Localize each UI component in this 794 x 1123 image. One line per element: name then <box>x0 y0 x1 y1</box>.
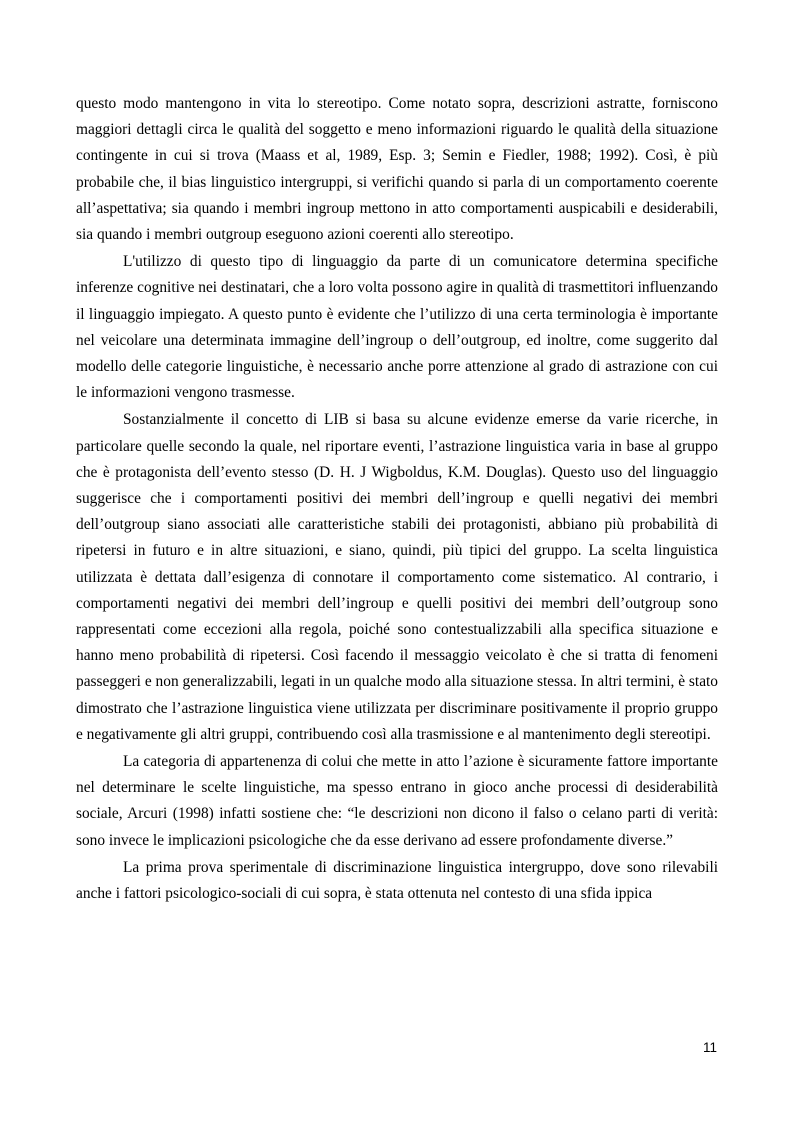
document-body <box>76 91 718 907</box>
paragraph-first-evidence: La prima prova sperimentale di discriminazione linguistica intergruppo, dove sono rilevabili anche i fattori psicologico-sociali di cui sopra, è stata ottenuta nel contesto di una sfida ippica <box>76 858 718 903</box>
paragraph-continuation: questo modo mantengono in vita lo stereotipo. Come notato sopra, descrizioni astratte, forniscono maggiori dettagli circa le qualità del soggetto e meno informazioni riguardo le qualità della situazione contingente in cui si trova (Maass et al, 1989, Esp. 3; Semin e Fiedler, 1988; 1992). Così, è più probabile che, il bias linguistico intergruppi, si verifichi quando si parla di un comportamento coerente all’aspettativa; sia quando i membri ingroup mettono in atto comportamenti auspicabili e desiderabili, sia quando i membri outgroup eseguono azioni coerenti allo stereotipo. <box>76 95 718 244</box>
paragraph-social-desirability: La categoria di appartenenza di colui che mette in atto l’azione è sicuramente fattore importante nel determinare le scelte linguistiche, ma spesso entrano in gioco anche processi di desiderabilità sociale, Arcuri (1998) infatti sostiene che: “le descrizioni non dicono il falso o celano parti di verità: sono invece le implicazioni psicologiche che da esse derivano ad essere profondamente diverse.” <box>76 753 718 849</box>
paragraph-inferences: L'utilizzo di questo tipo di linguaggio da parte di un comunicatore determina specifiche inferenze cognitive nei destinatari, che a loro volta possono agire in qualità di trasmettitori influenzando il linguaggio impiegato. A questo punto è evidente che l’utilizzo di una certa terminologia è importante nel veicolare una determinata immagine dell’ingroup o dell’outgroup, ed inoltre, come suggerito dal modello delle categorie linguistiche, è necessario anche porre attenzione al grado di astrazione con cui le informazioni vengono trasmesse. <box>76 253 718 402</box>
page-number: 11 <box>702 1040 717 1055</box>
paragraph-lib-concept: Sostanzialmente il concetto di LIB si basa su alcune evidenze emerse da varie ricerche, in particolare quelle secondo la quale, nel riportare eventi, l’astrazione linguistica varia in base al gruppo che è protagonista dell’evento stesso (D. H. J Wigboldus, K.M. Douglas). Questo uso del linguaggio suggerisce che i comportamenti positivi dei membri dell’ingroup e quelli negativi dei membri dell’outgroup siano associati alle caratteristiche stabili dei protagonisti, abbiano più probabilità di ripetersi in futuro e in altre situazioni, e siano, quindi, più tipici del gruppo. La scelta linguistica utilizzata è dettata dall’esigenza di connotare il comportamento come sistematico. Al contrario, i comportamenti negativi dei membri dell’ingroup e quelli positivi dei membri dell’outgroup sono rappresentati come eccezioni alla regola, poiché sono contestualizzabili alla specifica situazione e hanno meno probabilità di ripetersi. Così facendo il messaggio veicolato è che si tratta di fenomeni passeggeri e non generalizzabili, legati in un qualche modo alla situazione stessa. In altri termini, è stato dimostrato che l’astrazione linguistica viene utilizzata per discriminare positivamente il proprio gruppo e negativamente gli altri gruppi, contribuendo così alla trasmissione e al mantenimento degli stereotipi. <box>76 411 718 743</box>
